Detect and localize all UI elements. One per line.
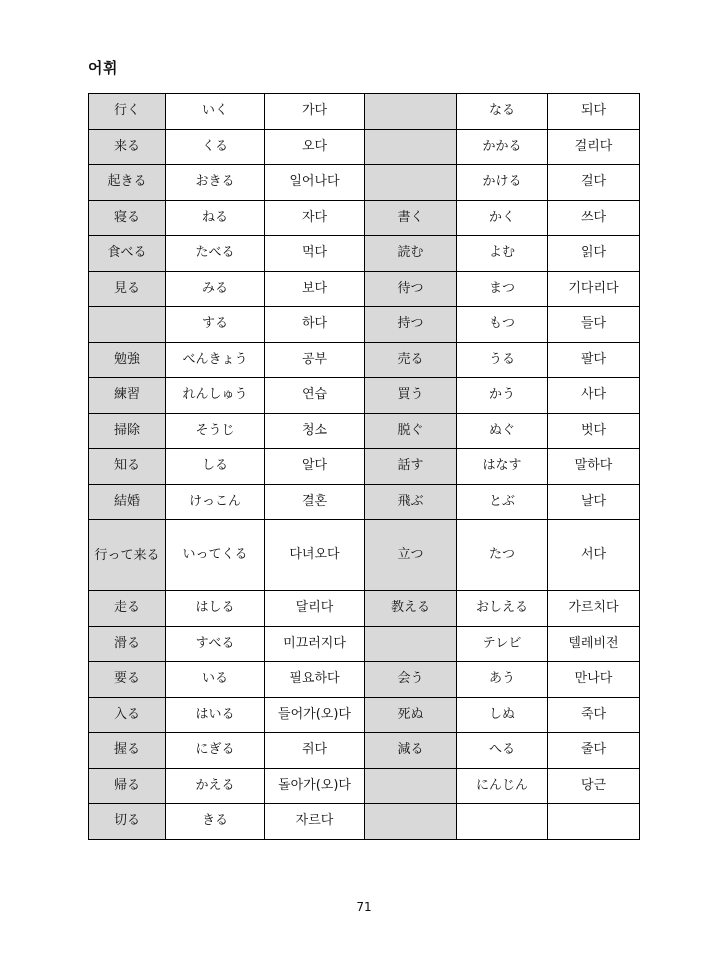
meaning-cell: 읽다 [548,236,640,272]
kanji-cell: 起きる [89,165,166,201]
meaning-cell: 필요하다 [265,662,365,698]
meaning-cell: 벗다 [548,413,640,449]
table-row [89,307,640,343]
table-row [89,591,640,627]
meaning-cell: 되다 [548,94,640,130]
meaning-cell: 들어가(오)다 [265,697,365,733]
kanji-cell: 読む [365,236,457,272]
kanji-cell: 見る [89,271,166,307]
meaning-cell [548,804,640,840]
reading-cell: もつ [457,307,548,343]
kanji-cell: 行く [89,94,166,130]
kanji-cell: 練習 [89,378,166,414]
reading-cell: はしる [166,591,265,627]
reading-cell: おしえる [457,591,548,627]
reading-cell: たつ [457,520,548,591]
meaning-cell: 죽다 [548,697,640,733]
reading-cell: たべる [166,236,265,272]
reading-cell: みる [166,271,265,307]
table-row [89,378,640,414]
kanji-cell [89,307,166,343]
meaning-cell: 돌아가(오)다 [265,768,365,804]
kanji-cell: 売る [365,342,457,378]
reading-cell: おきる [166,165,265,201]
meaning-cell: 공부 [265,342,365,378]
reading-cell: かえる [166,768,265,804]
reading-cell: はなす [457,449,548,485]
meaning-cell: 하다 [265,307,365,343]
reading-cell: しる [166,449,265,485]
kanji-cell: 待つ [365,271,457,307]
reading-cell: べんきょう [166,342,265,378]
kanji-cell [365,626,457,662]
table-row [89,449,640,485]
kanji-cell: 要る [89,662,166,698]
section-heading: 어휘 [88,59,118,77]
reading-cell: ねる [166,200,265,236]
meaning-cell: 팔다 [548,342,640,378]
kanji-cell: 来る [89,129,166,165]
meaning-cell: 보다 [265,271,365,307]
reading-cell: とぶ [457,484,548,520]
kanji-cell: 切る [89,804,166,840]
meaning-cell: 미끄러지다 [265,626,365,662]
table-row [89,200,640,236]
reading-cell: れんしゅう [166,378,265,414]
table-row [89,733,640,769]
meaning-cell: 걸다 [548,165,640,201]
table-row [89,626,640,662]
reading-cell: よむ [457,236,548,272]
meaning-cell: 청소 [265,413,365,449]
kanji-cell: 教える [365,591,457,627]
reading-cell: まつ [457,271,548,307]
kanji-cell: 持つ [365,307,457,343]
kanji-cell: 入る [89,697,166,733]
meaning-cell: 다녀오다 [265,520,365,591]
reading-cell: かける [457,165,548,201]
table-row [89,94,640,130]
meaning-cell: 달리다 [265,591,365,627]
kanji-cell: 走る [89,591,166,627]
meaning-cell: 일어나다 [265,165,365,201]
reading-cell: いってくる [166,520,265,591]
kanji-cell: 会う [365,662,457,698]
table-row [89,165,640,201]
kanji-cell: 掃除 [89,413,166,449]
table-row [89,697,640,733]
kanji-cell: 脱ぐ [365,413,457,449]
meaning-cell: 가르치다 [548,591,640,627]
kanji-cell: 滑る [89,626,166,662]
meaning-cell: 쥐다 [265,733,365,769]
kanji-cell: 勉強 [89,342,166,378]
reading-cell: にんじん [457,768,548,804]
table-row [89,129,640,165]
kanji-cell: 飛ぶ [365,484,457,520]
meaning-cell: 먹다 [265,236,365,272]
reading-cell: にぎる [166,733,265,769]
reading-cell: うる [457,342,548,378]
kanji-cell: 握る [89,733,166,769]
meaning-cell: 알다 [265,449,365,485]
meaning-cell: 자르다 [265,804,365,840]
reading-cell: なる [457,94,548,130]
kanji-cell: 知る [89,449,166,485]
reading-cell: あう [457,662,548,698]
reading-cell: へる [457,733,548,769]
vocabulary-table [88,93,640,840]
table-row [89,271,640,307]
reading-cell: はいる [166,697,265,733]
reading-cell: かかる [457,129,548,165]
kanji-cell [365,94,457,130]
reading-cell: いる [166,662,265,698]
kanji-cell [365,768,457,804]
table-row [89,804,640,840]
reading-cell: そうじ [166,413,265,449]
reading-cell: かく [457,200,548,236]
meaning-cell: 오다 [265,129,365,165]
meaning-cell: 사다 [548,378,640,414]
kanji-cell [365,165,457,201]
meaning-cell: 만나다 [548,662,640,698]
kanji-cell: 死ぬ [365,697,457,733]
meaning-cell: 쓰다 [548,200,640,236]
kanji-cell: 帰る [89,768,166,804]
table-row [89,662,640,698]
kanji-cell: 行って来る [89,520,166,591]
meaning-cell: 결혼 [265,484,365,520]
reading-cell: かう [457,378,548,414]
page-number: 71 [356,900,372,914]
reading-cell [457,804,548,840]
kanji-cell: 結婚 [89,484,166,520]
table-row [89,342,640,378]
meaning-cell: 연습 [265,378,365,414]
meaning-cell: 가다 [265,94,365,130]
meaning-cell: 당근 [548,768,640,804]
meaning-cell: 자다 [265,200,365,236]
meaning-cell: 줄다 [548,733,640,769]
reading-cell: ぬぐ [457,413,548,449]
reading-cell: テレビ [457,626,548,662]
meaning-cell: 텔레비전 [548,626,640,662]
meaning-cell: 기다리다 [548,271,640,307]
kanji-cell: 食べる [89,236,166,272]
table-row [89,236,640,272]
table-row [89,768,640,804]
meaning-cell: 서다 [548,520,640,591]
reading-cell: けっこん [166,484,265,520]
kanji-cell: 書く [365,200,457,236]
reading-cell: いく [166,94,265,130]
kanji-cell: 寝る [89,200,166,236]
table-row [89,520,640,591]
meaning-cell: 들다 [548,307,640,343]
kanji-cell: 立つ [365,520,457,591]
reading-cell: きる [166,804,265,840]
kanji-cell [365,129,457,165]
reading-cell: すべる [166,626,265,662]
kanji-cell [365,804,457,840]
meaning-cell: 걸리다 [548,129,640,165]
table-row [89,484,640,520]
table-row [89,413,640,449]
kanji-cell: 減る [365,733,457,769]
reading-cell: しぬ [457,697,548,733]
reading-cell: くる [166,129,265,165]
kanji-cell: 話す [365,449,457,485]
kanji-cell: 買う [365,378,457,414]
reading-cell: する [166,307,265,343]
meaning-cell: 날다 [548,484,640,520]
meaning-cell: 말하다 [548,449,640,485]
